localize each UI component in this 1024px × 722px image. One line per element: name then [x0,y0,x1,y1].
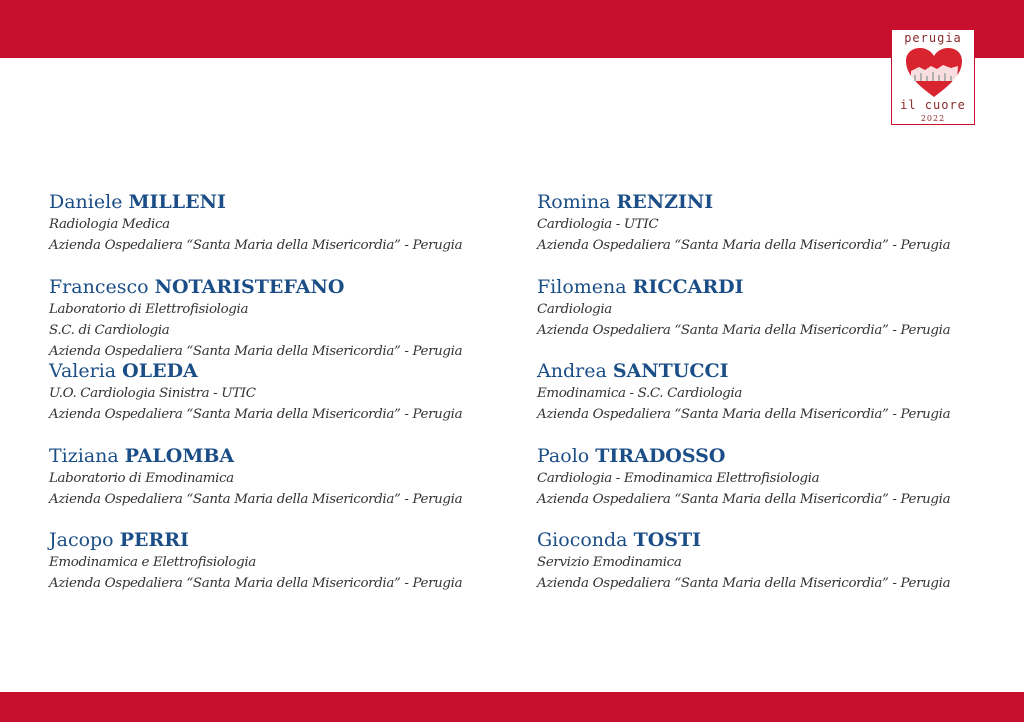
first-name: Andrea [537,360,607,382]
faculty-entry [49,528,462,613]
faculty-name [537,359,950,383]
affiliation-line: Azienda Ospedaliera “Santa Maria della Misericordia” - Perugia [537,491,951,507]
affiliation-line: Cardiologia - UTIC [537,217,659,232]
first-name: Tiziana [49,444,119,467]
affiliation-line: Servizio Emodinamica [537,555,682,570]
faculty-entry [537,275,950,360]
faculty-entry [49,444,462,529]
faculty-name [537,275,950,299]
affiliation-line: Azienda Ospedaliera “Santa Maria della Misericordia” - Perugia [537,407,951,422]
last-name: MILLENI [128,191,226,213]
affiliation-line: Laboratorio di Emodinamica [49,470,234,486]
last-name: RENZINI [616,191,714,213]
first-name: Gioconda [537,529,628,551]
affiliation-line: Azienda Ospedaliera “Santa Maria della Misericordia” - Perugia [537,322,951,338]
last-name: NOTARISTEFANO [154,275,345,298]
first-name: Filomena [537,275,627,298]
right-column [537,190,950,613]
last-name: OLEDA [122,360,198,382]
first-name: Francesco [49,275,149,298]
affiliation-line: U.O. Cardiologia Sinistra - UTIC [49,386,256,401]
affiliation-line: Cardiologia [537,301,612,317]
faculty-entry [537,528,950,613]
affiliation-line: Azienda Ospedaliera “Santa Maria della Misericordia” - Perugia [49,238,463,253]
affiliation-line: Radiologia Medica [49,217,170,232]
first-name: Paolo [537,444,590,467]
first-name: Romina [537,191,611,213]
bottom-red-band [0,692,1024,722]
faculty-name [537,528,950,552]
last-name: SANTUCCI [612,360,729,382]
affiliation-line: Azienda Ospedaliera “Santa Maria della Misericordia” - Perugia [49,407,463,422]
event-logo [891,29,975,125]
logo-year: 2022 [920,114,946,123]
left-column [49,190,462,613]
faculty-name [49,444,462,468]
affiliation-line: Emodinamica e Elettrofisiologia [49,555,256,570]
last-name: TOSTI [633,529,701,551]
faculty-entry [49,275,462,360]
last-name: TIRADOSSO [595,444,726,467]
faculty-entry [49,190,462,275]
faculty-name [537,444,950,468]
affiliation-line: Azienda Ospedaliera “Santa Maria della Misericordia” - Perugia [49,343,463,359]
affiliation-line: Emodinamica - S.C. Cardiologia [537,386,742,401]
faculty-name [49,359,462,383]
logo-top-text: perugia [904,31,962,45]
last-name: PALOMBA [124,444,235,467]
affiliation-line: Azienda Ospedaliera “Santa Maria della Misericordia” - Perugia [49,491,463,507]
last-name: PERRI [119,529,189,551]
last-name: RICCARDI [632,275,744,298]
first-name: Valeria [49,360,117,382]
first-name: Daniele [49,191,123,213]
faculty-entry [537,190,950,275]
faculty-name [537,190,950,214]
affiliation-line: Azienda Ospedaliera “Santa Maria della Misericordia” - Perugia [49,576,463,591]
faculty-entry [49,359,462,444]
faculty-entry [537,444,950,529]
affiliation-line: Azienda Ospedaliera “Santa Maria della Misericordia” - Perugia [537,238,951,253]
faculty-name [49,275,462,299]
affiliation-line: Laboratorio di Elettrofisiologia [49,301,249,317]
affiliation-line: S.C. di Cardiologia [49,322,170,338]
logo-bottom-text: il cuore [900,98,966,112]
top-red-band [0,0,1024,58]
faculty-entry [537,359,950,444]
faculty-name [49,190,462,214]
affiliation-line: Azienda Ospedaliera “Santa Maria della Misericordia” - Perugia [537,576,951,591]
first-name: Jacopo [49,529,114,551]
heart-icon [905,47,963,99]
affiliation-line: Cardiologia - Emodinamica Elettrofisiologia [537,470,820,486]
faculty-name [49,528,462,552]
